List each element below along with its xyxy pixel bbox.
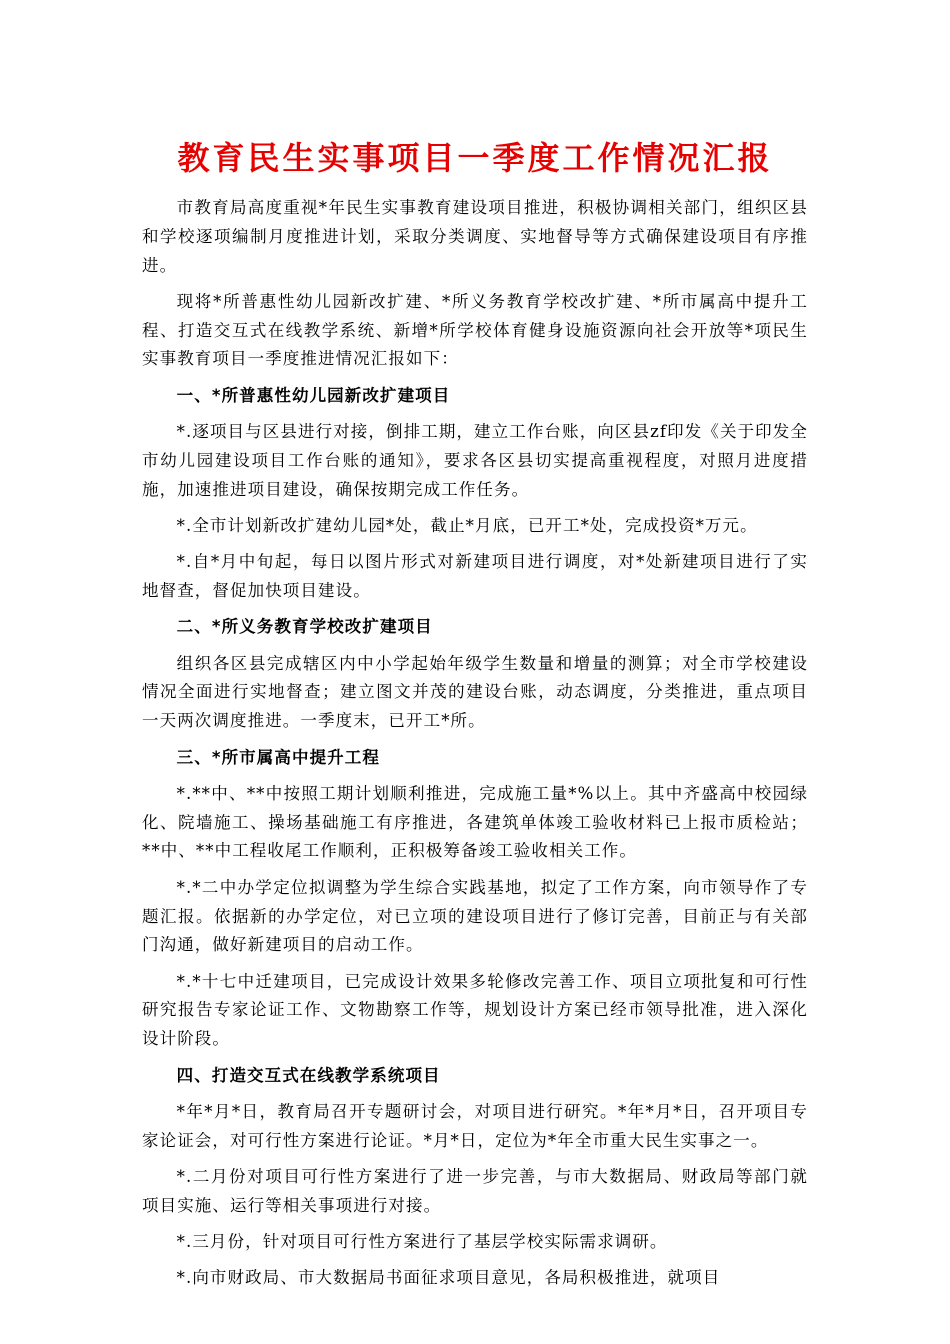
section-heading: 三、*所市属高中提升工程 <box>176 747 380 767</box>
body-paragraph: *.三月份，针对项目可行性方案进行了基层学校实际需求调研。 <box>176 1232 668 1251</box>
body-paragraph: *.*十七中迁建项目，已完成设计效果多轮修改完善工作、项目立项批复和可行性研究报告专家论证工作、文物勘察工作等，规划设计方案已经市领导批准，进入深化设计阶段。 <box>142 971 808 1049</box>
section-heading: 一、*所普惠性幼儿园新改扩建项目 <box>176 385 451 405</box>
body-paragraph: 市教育局高度重视*年民生实事教育建设项目推进，积极协调相关部门，组织区县和学校逐项编制月度推进计划，采取分类调度、实地督导等方式确保建设项目有序推进。 <box>142 198 808 275</box>
body-paragraph: *.**中、**中按照工期计划顺利推进，完成施工量*%以上。其中齐盛高中校园绿化、院墙施工、操场基础施工有序推进，各建筑单体竣工验收材料已上报市质检站；**中、**中工程收尾工作顺利，正积极筹备竣工验收相关工作。 <box>142 783 808 861</box>
section-heading: 四、打造交互式在线教学系统项目 <box>176 1065 441 1085</box>
body-paragraph: *.全市计划新改扩建幼儿园*处，截止*月底，已开工*处，完成投资*万元。 <box>176 515 758 535</box>
body-paragraph: *.逐项目与区县进行对接，倒排工期，建立工作台账，向区县zf印发《关于印发全市幼儿园建设项目工作台账的通知》，要求各区县切实提高重视程度，对照月进度措施，加速推进项目建设，确保按期完成工作任务。 <box>142 422 808 499</box>
body-paragraph: *.向市财政局、市大数据局书面征求项目意见，各局积极推进，就项目 <box>176 1268 721 1288</box>
section-heading: 二、*所义务教育学校改扩建项目 <box>176 617 433 637</box>
body-paragraph: *年*月*日，教育局召开专题研讨会，对项目进行研究。*年*月*日，召开项目专家论证会，对可行性方案进行论证。*月*日，定位为*年全市重大民生实事之一。 <box>142 1101 808 1150</box>
body-paragraph: *.二月份对项目可行性方案进行了进一步完善，与市大数据局、财政局等部门就项目实施、运行等相关事项进行对接。 <box>142 1166 808 1215</box>
body-paragraph: *.*二中办学定位拟调整为学生综合实践基地，拟定了工作方案，向市领导作了专题汇报。依据新的办学定位，对已立项的建设项目进行了修订完善，目前正与有关部门沟通，做好新建项目的启动工作。 <box>142 877 808 955</box>
body-paragraph: *.自*月中旬起，每日以图片形式对新建项目进行调度，对*处新建项目进行了实地督查，督促加快项目建设。 <box>142 552 808 601</box>
body-paragraph: 现将*所普惠性幼儿园新改扩建、*所义务教育学校改扩建、*所市属高中提升工程、打造交互式在线教学系统、新增*所学校体育健身设施资源向社会开放等*项民生实事教育项目一季度推进情况汇报如下： <box>142 291 808 369</box>
body-paragraph: 组织各区县完成辖区内中小学起始年级学生数量和增量的测算；对全市学校建设情况全面进行实地督查；建立图文并茂的建设台账，动态调度，分类推进，重点项目一天两次调度推进。一季度末，已开工*所。 <box>142 653 808 731</box>
document-page <box>142 128 808 1301</box>
document-body <box>142 194 808 1293</box>
document-title: 教育民生实事项目一季度工作情况汇报 <box>177 139 773 177</box>
